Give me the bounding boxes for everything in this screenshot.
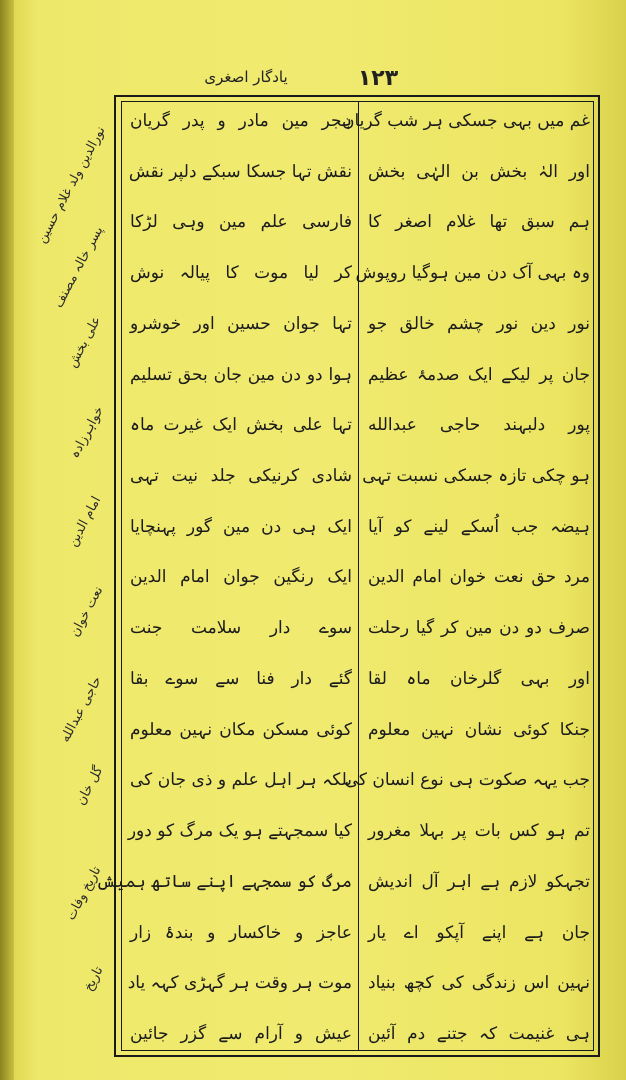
verse-line: فارسی علم مین وہی لڑکا [130,212,352,233]
verse-line: پور دلبہند حاجی عبدالله [368,415,590,436]
verse-line: کیا سمجہتے ہو یک مرگ کو دور [127,821,352,842]
verse-line: اور بہی گلرخان ماہ لقا [368,668,590,689]
column-divider [358,101,359,1051]
margin-note: خواہرزادہ [66,403,107,461]
margin-note: علی بخش [65,313,105,371]
verse-line: تہا جوان حسین اور خوشرو [130,313,352,334]
verse-line: عاجز و خاکسار و بندۂ زار [130,922,352,943]
margin-note: گل خان [73,763,107,808]
verse-line: صرف دو دن مین کر گیا رحلت [368,618,590,639]
verse-line: ہوا دو دن مین جان بحق تسلیم [130,364,352,385]
verse-line: سوے دار سلامت جنت [130,618,352,639]
verse-line: جنکا کوئی نشان نہین معلوم [368,719,590,740]
margin-annotations [0,110,110,1040]
margin-note: تاریخ [81,963,107,994]
running-title: یادگار اصغری [204,68,288,86]
margin-note: تاریخ وفات [63,863,105,923]
verse-line: بلکہ ہر اہل علم و ذی جان کی [130,770,352,791]
verse-line: تم ہو کس بات پر بہلا مغرور [368,821,590,842]
verse-line: عیش و آرام سے گزر جائین [130,1023,352,1044]
verse-line: گئے دار فنا سے سوے بقا [130,668,352,689]
margin-note: امام الدین [65,493,105,550]
verse-line: ایک ہی دن مین گور پہنچایا [130,516,352,537]
verse-line: کوئی مسکن مکان نہین معلوم [130,719,352,740]
verse-line: ہیضہ جب اُسکے لینے کو آیا [368,516,590,537]
margin-note: نعت خوان [67,583,107,640]
verse-line: مرد حق نعت خوان امام الدین [368,567,590,588]
verse-column-left [95,110,352,1045]
verse-line: ہی غنیمت کہ جتنے دم آئین [368,1023,590,1044]
verse-line: اور الہٰ بخش بن الہٰی بخش [368,161,590,182]
verse-line: جان ہے اپنے آپکو اے یار [368,922,590,943]
verse-line: جب یہہ صکوت ہی نوع انسان کی [344,770,590,791]
verse-line: نہین اس زندگی کی کچھ بنیاد [368,973,590,994]
verse-line: ایک رنگین جوان امام الدین [130,567,352,588]
verse-line: نقش تہا جسکا سبکے دلپر نقش [128,161,352,182]
verse-line: موت ہر وقت ہر گہڑی کہہ یاد [127,973,352,994]
verse-line: تہا علی بخش ایک غیرت ماہ [130,415,352,436]
verse-line: غم میں بہی جسکی ہر شب گریان [341,111,590,131]
margin-note: حاجی عبدالله [57,673,105,745]
verse-line: نور دین نور چشم خالق جو [368,313,590,334]
verse-line: کر لیا موت کا پیالہ نوش [130,263,352,284]
verse-line: مرگ کو سمجہے اپنے ساتھ ہمیش [95,871,352,892]
verse-line: ہم سبق تھا غلام اصغر کا [368,212,590,233]
verse-line: ہجر مین مادر و پدر گریان [130,111,352,131]
verse-line: جان پر لیکے ایک صدمۂ عظیم [368,364,590,385]
verse-line: ہو چکی تازہ جسکی نسبت تہی [362,466,590,487]
verse-line: تجہکو لازم ہے اہر آل اندیش [368,871,590,892]
verse-line: وہ بہی آک دن مین ہوگیا روپوش [355,263,590,284]
margin-note: نورالدین ولد غلام حسین [34,123,109,246]
margin-note: پسر خالہ مصنف [51,223,107,311]
page-number: ۱۲۳ [357,66,399,91]
verse-line: شادی کرنیکی جلد نیت تہی [130,466,352,487]
verse-column-right [341,110,590,1045]
